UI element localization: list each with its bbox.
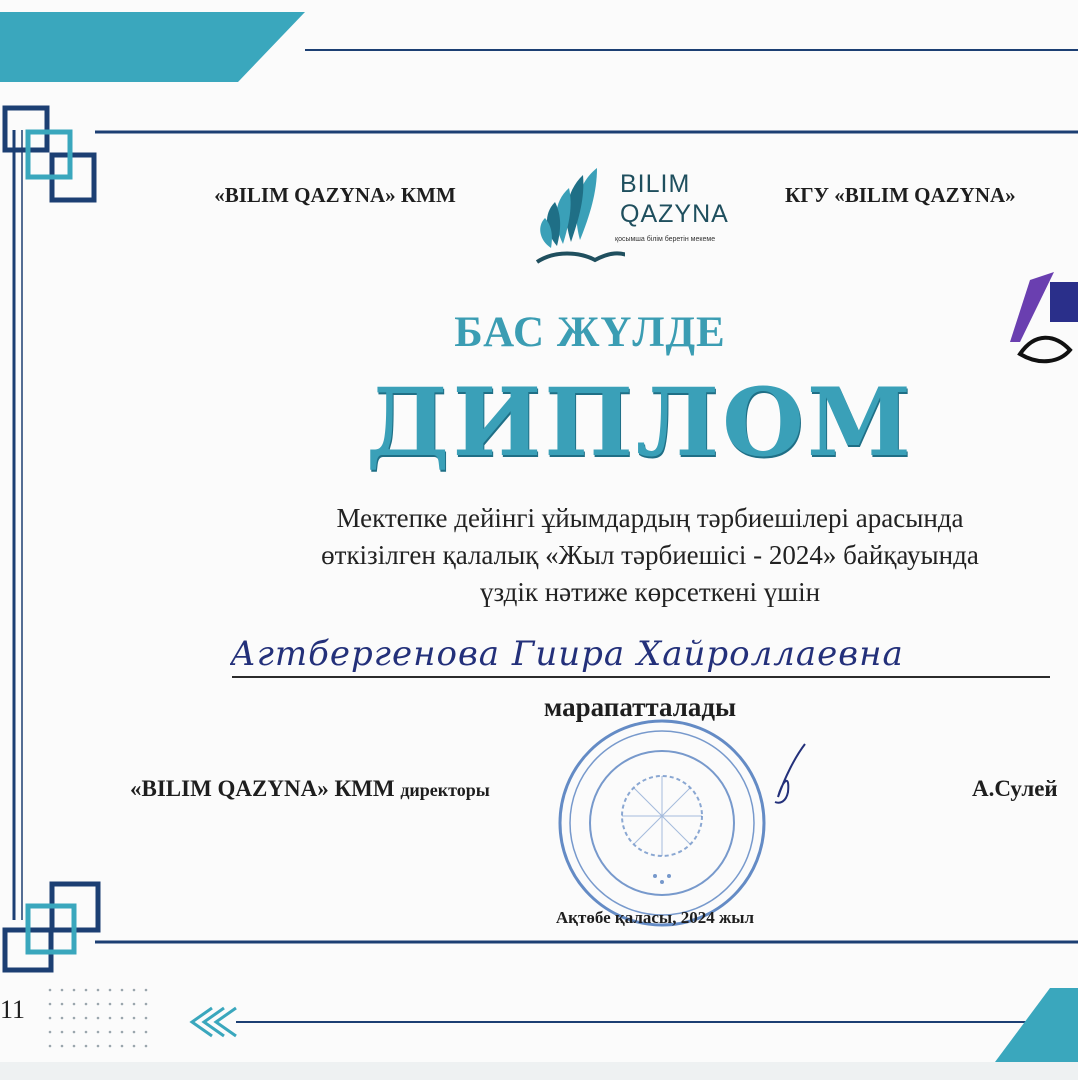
diploma-title: ДИПЛОМ: [365, 368, 915, 478]
header-right-organization: КГУ «BILIM QAZYNA»: [785, 183, 1016, 207]
award-reason: [200, 500, 1078, 611]
place-and-year: Ақтөбе қаласы, 2024 жыл: [555, 908, 755, 927]
anniversary-emblem: [1010, 262, 1078, 372]
logo-tagline: қосымша білім беретін мекеме: [615, 236, 716, 243]
header-left-organization: «BILIM QAZYNA» КММ: [214, 183, 456, 207]
official-stamp: [555, 716, 770, 931]
recipient-name: Агтбергенова Гиира Хайроллаевна: [230, 634, 904, 674]
director-signature-icon: [760, 742, 810, 812]
logo-text-bilim: BILIM: [620, 170, 691, 198]
signatory-organization: «BILIM QAZYNA» КММ: [130, 776, 395, 801]
book-leaves-icon: [535, 160, 625, 275]
award-reason-line-2: өткізілген қалалық «Жыл тәрбиешісі - 2024» байқауында: [321, 540, 979, 570]
signatory-name: А.Сулей: [972, 776, 1058, 801]
awarded-text: марапатталады: [543, 692, 737, 722]
bilim-qazyna-logo: [535, 160, 765, 275]
signatory-position: директоры: [400, 780, 490, 800]
corner-mark: 11: [0, 995, 26, 1024]
recipient-underline: [232, 676, 1050, 678]
logo-text-qazyna: QAZYNA: [620, 200, 729, 228]
award-reason-line-3: үздік нәтиже көрсеткені үшін: [479, 577, 821, 607]
signatory-block: [130, 776, 490, 802]
award-reason-line-1: Мектепке дейінгі ұйымдардың тәрбиешілері арасында: [336, 503, 964, 533]
award-level: БАС ЖҮЛДЕ: [454, 309, 726, 356]
